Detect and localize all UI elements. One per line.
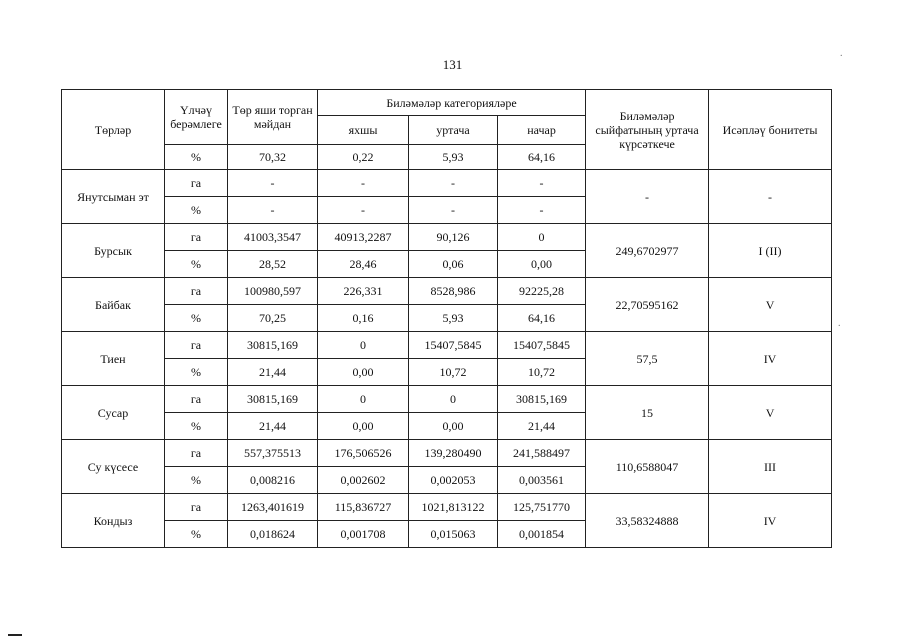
cell-unit: % (165, 197, 228, 224)
cell-medium: 0 (409, 386, 498, 413)
edge-mark-right-top: . (840, 48, 843, 59)
cell-poor: 15407,5845 (498, 332, 586, 359)
cell-quality-index: - (586, 170, 709, 224)
cell-good: 176,506526 (318, 440, 409, 467)
cell-area: 41003,3547 (228, 224, 318, 251)
cell-bonitet: - (709, 170, 832, 224)
cell-medium: 90,126 (409, 224, 498, 251)
cell-good: 115,836727 (318, 494, 409, 521)
cell-medium: 15407,5845 (409, 332, 498, 359)
header-area: Төр яши торган мәйдан (228, 90, 318, 145)
header-cat-poor: начар (498, 116, 586, 145)
cell-good: 0,00 (318, 359, 409, 386)
cell-good: 0,00 (318, 413, 409, 440)
cell-medium: 5,93 (409, 145, 498, 170)
cell-unit: га (165, 440, 228, 467)
cell-medium: 0,002053 (409, 467, 498, 494)
cell-good: 0 (318, 332, 409, 359)
cell-poor: - (498, 197, 586, 224)
cell-poor: 64,16 (498, 305, 586, 332)
cell-species-name: Бурсык (62, 224, 165, 278)
cell-species-name: Кондыз (62, 494, 165, 548)
header-species: Төрләр (62, 90, 165, 170)
cell-good: 226,331 (318, 278, 409, 305)
cell-area: 70,32 (228, 145, 318, 170)
cell-poor: 0,001854 (498, 521, 586, 548)
table-row (62, 224, 832, 251)
table-row (62, 170, 832, 197)
cell-unit: га (165, 170, 228, 197)
corner-mark (8, 634, 22, 636)
cell-species-name: Сусар (62, 386, 165, 440)
table-row (62, 440, 832, 467)
cell-medium: 10,72 (409, 359, 498, 386)
cell-area: 70,25 (228, 305, 318, 332)
cell-area: 30815,169 (228, 332, 318, 359)
cell-quality-index: 33,58324888 (586, 494, 709, 548)
table-row (62, 278, 832, 305)
table-row (62, 494, 832, 521)
cell-medium: 0,00 (409, 413, 498, 440)
cell-area: - (228, 197, 318, 224)
cell-poor: 92225,28 (498, 278, 586, 305)
cell-unit: % (165, 521, 228, 548)
cell-unit: % (165, 305, 228, 332)
cell-good: 40913,2287 (318, 224, 409, 251)
cell-area: 28,52 (228, 251, 318, 278)
cell-medium: 0,015063 (409, 521, 498, 548)
cell-good: - (318, 197, 409, 224)
cell-medium: 5,93 (409, 305, 498, 332)
cell-unit: га (165, 494, 228, 521)
cell-bonitet: V (709, 278, 832, 332)
header-cat-medium: уртача (409, 116, 498, 145)
cell-good: - (318, 170, 409, 197)
cell-poor: 125,751770 (498, 494, 586, 521)
cell-poor: 241,588497 (498, 440, 586, 467)
cell-area: 100980,597 (228, 278, 318, 305)
cell-area: 0,018624 (228, 521, 318, 548)
cell-species-name: Янутсыман эт (62, 170, 165, 224)
cell-good: 0,22 (318, 145, 409, 170)
cell-medium: - (409, 170, 498, 197)
cell-area: 21,44 (228, 359, 318, 386)
cell-good: 0,002602 (318, 467, 409, 494)
cell-poor: 21,44 (498, 413, 586, 440)
cell-area: 1263,401619 (228, 494, 318, 521)
cell-poor: 64,16 (498, 145, 586, 170)
cell-area: 30815,169 (228, 386, 318, 413)
edge-mark-right: . (838, 318, 841, 329)
header-categories-group: Биләмәләр категорияләре (318, 90, 586, 116)
header-unit: Үлчәү берәмлеге (165, 90, 228, 145)
header-quality-index: Биләмәләр сыйфатының уртача күрсәткече (586, 90, 709, 170)
cell-quality-index: 15 (586, 386, 709, 440)
cell-unit: % (165, 413, 228, 440)
page-number: 131 (442, 57, 463, 72)
cell-medium: 139,280490 (409, 440, 498, 467)
cell-quality-index: 22,70595162 (586, 278, 709, 332)
table-row (62, 386, 832, 413)
cell-poor: 0,003561 (498, 467, 586, 494)
cell-unit: га (165, 224, 228, 251)
cell-quality-index: 57,5 (586, 332, 709, 386)
cell-area: 21,44 (228, 413, 318, 440)
cell-good: 28,46 (318, 251, 409, 278)
cell-medium: 0,06 (409, 251, 498, 278)
cell-good: 0 (318, 386, 409, 413)
cell-quality-index: 249,6702977 (586, 224, 709, 278)
table-row (62, 332, 832, 359)
cell-poor: 10,72 (498, 359, 586, 386)
cell-unit: % (165, 467, 228, 494)
cell-medium: 1021,813122 (409, 494, 498, 521)
header-cat-good: яхшы (318, 116, 409, 145)
cell-area: 557,375513 (228, 440, 318, 467)
header-bonitet: Исәпләү бонитеты (709, 90, 832, 170)
cell-quality-index: 110,6588047 (586, 440, 709, 494)
cell-bonitet: IV (709, 332, 832, 386)
cell-unit: % (165, 359, 228, 386)
cell-bonitet: III (709, 440, 832, 494)
cell-medium: - (409, 197, 498, 224)
cell-poor: - (498, 170, 586, 197)
cell-species-name: Тиен (62, 332, 165, 386)
cell-unit: га (165, 386, 228, 413)
cell-good: 0,16 (318, 305, 409, 332)
cell-area: - (228, 170, 318, 197)
species-habitat-table (61, 89, 832, 548)
cell-medium: 8528,986 (409, 278, 498, 305)
cell-unit: % (165, 251, 228, 278)
cell-species-name: Байбак (62, 278, 165, 332)
cell-area: 0,008216 (228, 467, 318, 494)
cell-bonitet: IV (709, 494, 832, 548)
cell-good: 0,001708 (318, 521, 409, 548)
cell-unit: % (165, 145, 228, 170)
cell-poor: 0,00 (498, 251, 586, 278)
cell-species-name: Су күсесе (62, 440, 165, 494)
cell-unit: га (165, 278, 228, 305)
cell-poor: 0 (498, 224, 586, 251)
cell-unit: га (165, 332, 228, 359)
cell-poor: 30815,169 (498, 386, 586, 413)
cell-bonitet: I (II) (709, 224, 832, 278)
cell-bonitet: V (709, 386, 832, 440)
